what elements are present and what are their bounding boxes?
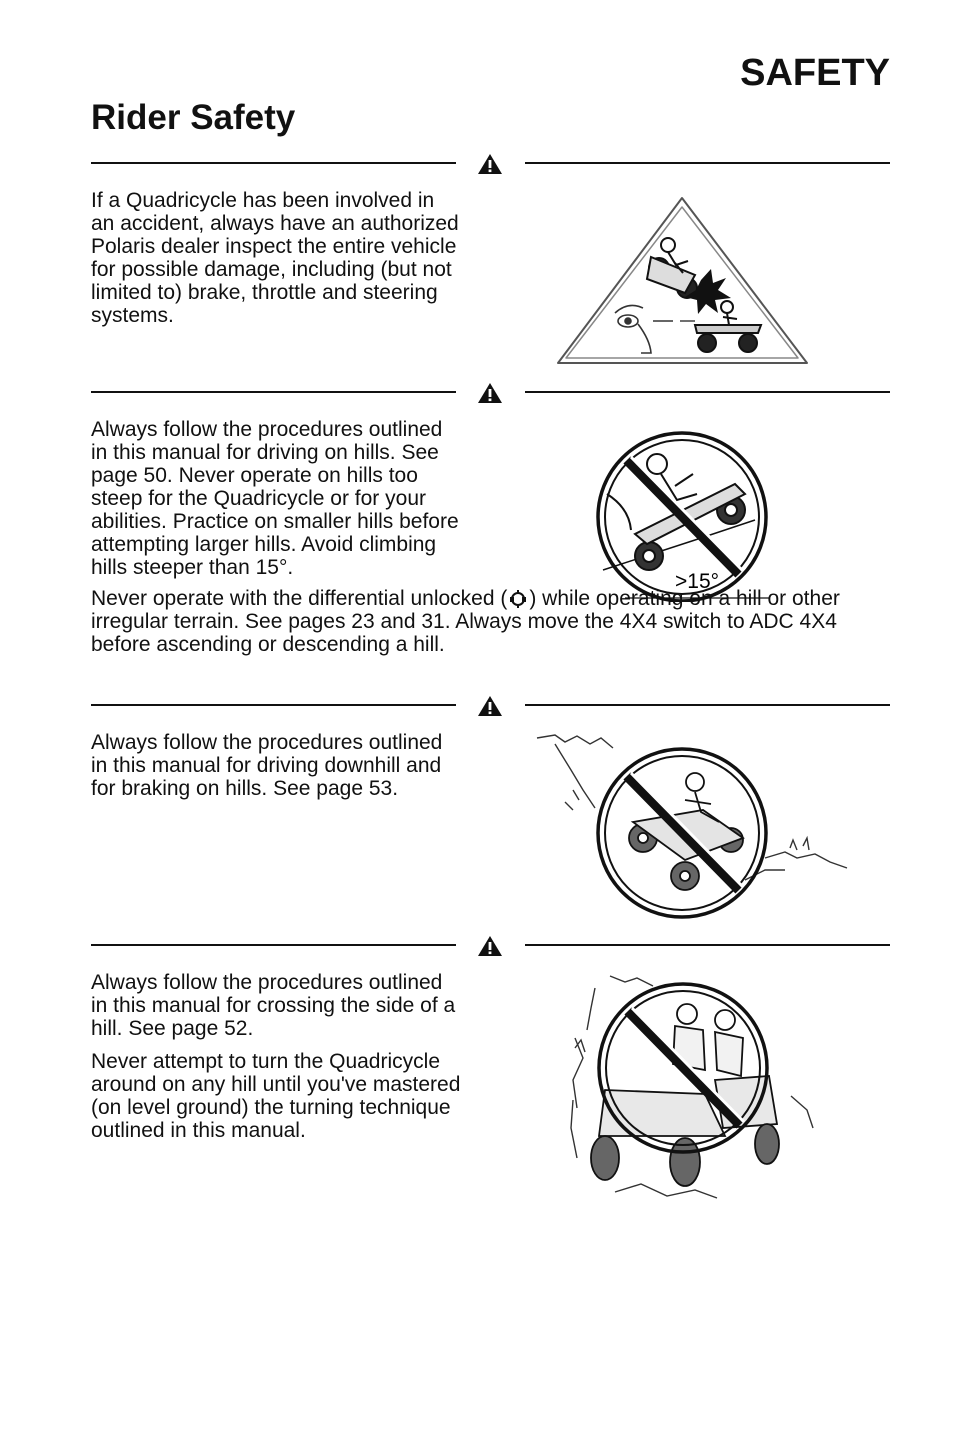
warning-icon (477, 382, 503, 404)
paragraph: Never attempt to turn the Quadricycle around on any hill until you've mastered (on level ground) the turning technique outlined in this manual. (91, 1050, 461, 1142)
text-after-icon: ) while operating on a hill or other irregular terrain. See pages 23 and 31. Always move the 4X4 switch to ADC 4X4 before ascending or descending a hill. (91, 587, 840, 656)
divider-left (91, 704, 456, 706)
paragraph: If a Quadricycle has been involved in an accident, always have an authorized Polaris dealer inspect the entire vehicle for possible damage, including (but not limited to) brake, throttle and steering systems. (91, 189, 459, 327)
warning-icon (477, 935, 503, 957)
paragraph: Always follow the procedures outlined in this manual for driving downhill and for braking on hills. See page 53. (91, 731, 443, 800)
divider-right (525, 162, 890, 164)
divider-left (91, 391, 456, 393)
warning-text (91, 731, 463, 800)
page-title: Rider Safety (91, 98, 296, 137)
warning-icon (477, 153, 503, 175)
divider-right (525, 944, 890, 946)
divider-left (91, 944, 456, 946)
warning-text (91, 418, 463, 579)
no-hill-turnaround-sign (555, 968, 815, 1203)
text-before-icon: Never operate with the differential unlocked ( (91, 587, 508, 610)
accident-warning-triangle (555, 195, 810, 367)
divider-left (91, 162, 456, 164)
divider-right (525, 391, 890, 393)
paragraph: Always follow the procedures outlined in this manual for driving on hills. See page 50. Never operate on hills too steep for the Quadricycle or for your abilities. Practice on smaller hills before attempting larger hills. Avoid climbing hills steeper than 15°. (91, 418, 459, 579)
no-downhill-sign (535, 730, 850, 930)
differential-unlocked-icon (507, 588, 529, 610)
warning-text (91, 971, 463, 1142)
no-steep-hill-climb-sign (585, 422, 775, 602)
warning-icon (477, 695, 503, 717)
warning-text (91, 189, 461, 327)
divider-right (525, 704, 890, 706)
paragraph: Always follow the procedures outlined in this manual for crossing the side of a hill. See page 52. (91, 971, 456, 1040)
slope-angle-label: >15° (675, 570, 720, 593)
section-header: SAFETY (740, 52, 890, 94)
